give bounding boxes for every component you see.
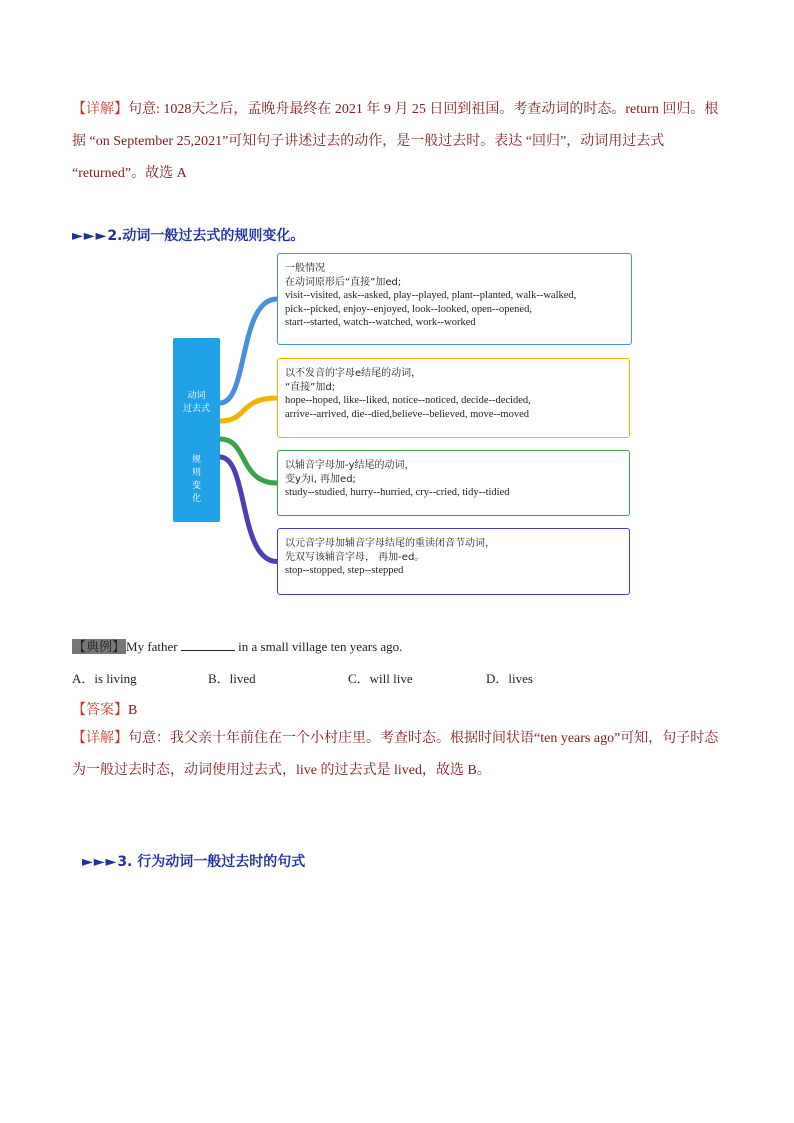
answer-value: B — [128, 703, 138, 718]
option-b: B．lived — [208, 671, 256, 686]
rule-box-rule: 先双写该辅音字母， 再加-ed。 — [285, 551, 425, 563]
answer-line — [72, 699, 137, 719]
rule-box-rule: 变y为i, 再加ed; — [285, 473, 356, 485]
answer-tag: 【答案】 — [72, 703, 128, 718]
rule-box-examples: hope--hoped, like--liked, notice--noticed, decide--decided, arrive--arrived, die--died,believe--believed, move--moved — [285, 395, 531, 420]
rule-box-silent-e — [277, 358, 630, 438]
rule-box-examples: study--studied, hurry--hurried, cry--cried, tidy--tidied — [285, 487, 510, 498]
arrow-bullet-icon: ►►► — [82, 854, 118, 870]
rule-box-title: 以元音字母加辅音字母结尾的重读闭音节动词， — [285, 538, 495, 549]
explanation-tag: 【详解】 — [72, 102, 128, 117]
explanation-paragraph-2 — [72, 723, 732, 787]
option-d: D．lives — [486, 671, 533, 686]
example-question — [72, 636, 402, 655]
explanation-text: 句意: 1028天之后，孟晚舟最终在 2021 年 9 月 25 日回到祖国。考查动词的时态。return 回归。根据 “on September 25,2021”可知句子讲述过去的动作，是一般过去时。表达 “回归”，动词用过去式 “returned”。故选 A — [72, 102, 719, 181]
arrow-bullet-icon: ►►► — [72, 228, 108, 244]
center-label-bottom: 规 则 变 化 — [191, 455, 201, 504]
section-3-title: 3. 行为动词一般过去时的句式 — [117, 854, 306, 870]
rule-box-title: 以不发音的字母e结尾的动词， — [285, 368, 422, 379]
connector-line-0 — [220, 299, 277, 403]
rule-box-rule: “直接”加d; — [285, 381, 336, 393]
explanation-2-text: 句意：我父亲十年前住在一个小村庄里。考查时态。根据时间状语“ten years ago”可知，句子时态为一般过去时态，动词使用过去式，live 的过去式是 lived，故选 B。 — [72, 731, 719, 778]
answer-blank — [181, 638, 235, 651]
center-label-top: 动词 过去式 — [182, 391, 210, 414]
rule-box-examples: stop--stopped, step--stepped — [285, 565, 404, 576]
rule-box-examples: visit--visited, ask--asked, play--played, plant--planted, walk--walked, pick--picked, enjoy--enjoyed, look--looked, open--opened, start--started, watch--watched, work--worked — [285, 290, 577, 328]
example-text-before: My father — [126, 639, 181, 654]
example-text-after: in a small village ten years ago. — [234, 639, 403, 654]
section-3-heading — [82, 851, 305, 871]
rule-box-consonant-y — [277, 450, 630, 516]
option-a: A．is living — [72, 671, 137, 686]
option-c: C．will live — [348, 671, 413, 686]
rule-box-general — [277, 253, 632, 345]
rule-box-double-consonant — [277, 528, 630, 595]
rule-box-rule: 在动词原形后“直接”加ed; — [285, 276, 402, 288]
rule-box-title: 一般情况 — [285, 263, 325, 274]
section-2-title: 2.动词一般过去式的规则变化。 — [107, 228, 305, 244]
example-tag: 【典例】 — [73, 639, 126, 654]
rule-box-title: 以辅音字母加-y结尾的动词， — [285, 460, 415, 471]
connector-line-3 — [220, 457, 277, 562]
diagram-center-box — [173, 338, 220, 522]
explanation-2-tag: 【详解】 — [72, 731, 128, 746]
